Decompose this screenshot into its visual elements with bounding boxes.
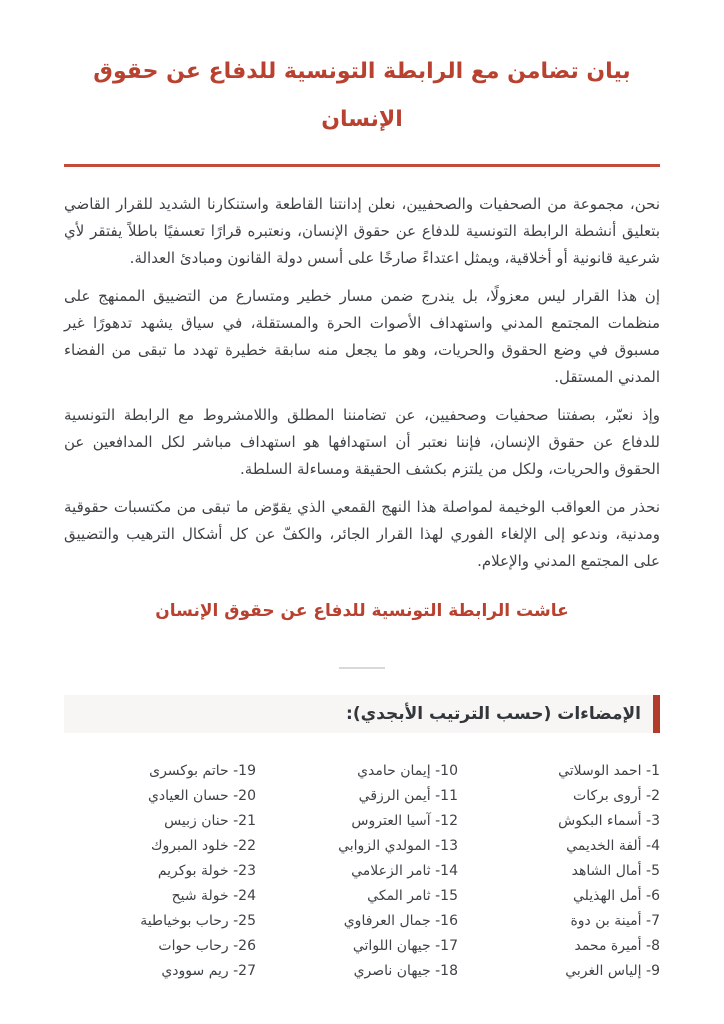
page-title: بيان تضامن مع الرابطة التونسية للدفاع عن حقوق الإنسان [93, 59, 631, 132]
document-page [64, 0, 660, 984]
statement-paragraph: نحن، مجموعة من الصحفيات والصحفيين، نعلن إدانتنا القاطعة واستنكارنا الشديد للقرار القاضي بتعليق أنشطة الرابطة التونسية للدفاع عن حقوق الإنسان، ونعتبره قرارًا تعسفيًا باطلاً يفتقر لأي شرعية قانونية أو أخلاقية، ويمثل اعتداءً صارخًا على أسس دولة القانون ومبادئ العدالة. [64, 194, 660, 267]
signatures-column-2 [266, 759, 458, 984]
signature-item: 7- أمينة بن دوة [570, 912, 660, 929]
signature-item: 2- أروى بركات [573, 787, 660, 804]
signatures-heading-label: الإمضاءات (حسب الترتيب الأبجدي): [346, 703, 641, 724]
section-divider [339, 667, 385, 669]
signature-item: 4- ألفة الخديمي [566, 837, 660, 854]
signature-item: 23- خولة بوكريم [157, 862, 256, 879]
signature-item: 21- حنان زبيس [164, 812, 256, 829]
signature-item: 13- المولدي الزوابي [338, 837, 458, 854]
signature-item: 11- أيمن الرزقي [358, 787, 458, 804]
signature-item: 5- أمال الشاهد [571, 862, 660, 879]
signature-item: 26- رحاب حوات [158, 937, 256, 954]
signatures-heading [64, 695, 660, 733]
signature-item: 15- ثامر المكي [367, 887, 458, 904]
signature-item: 18- جيهان ناصري [353, 962, 458, 979]
statement-body [64, 191, 660, 575]
signature-item: 16- جمال العرفاوي [343, 912, 458, 929]
signature-item: 27- ريم سوودي [161, 962, 256, 979]
signature-item: 9- إلياس الغربي [565, 962, 660, 979]
heading-accent-bar [653, 695, 660, 733]
signature-item: 1- احمد الوسلاتي [558, 762, 660, 779]
title-divider [64, 164, 660, 167]
statement-paragraph: نحذر من العواقب الوخيمة لمواصلة هذا النهج القمعي الذي يقوّض ما تبقى من مكتسبات حقوقية ومدنية، وندعو إلى الإلغاء الفوري لهذا القرار الجائر، والكفّ عن كل أشكال الترهيب والتضييق على المجتمع المدني والإعلام. [64, 497, 660, 570]
signature-item: 14- ثامر الزعلامي [351, 862, 458, 879]
signature-item: 8- أميرة محمد [574, 937, 660, 954]
signature-item: 19- حاتم بوكسرى [149, 762, 256, 779]
statement-paragraph: إن هذا القرار ليس معزولًا، بل يندرج ضمن مسار خطير ومتسارع من التضييق الممنهج على منظمات المجتمع المدني واستهداف الأصوات الحرة والمستقلة، في سياق يشهد تدهورًا غير مسبوق في وضع الحقوق والحريات، وهو ما يجعل منه سابقة خطيرة تهدد ما تبقى من الفضاء المدني المستقل. [64, 286, 660, 386]
signatures-column-1 [468, 759, 660, 984]
signature-item: 24- خولة شيح [171, 887, 256, 904]
signatures-column-3 [64, 759, 256, 984]
signature-item: 20- حسان العيادي [147, 787, 256, 804]
signature-item: 6- أمل الهذيلي [572, 887, 660, 904]
signature-item: 10- إيمان حامدي [357, 762, 458, 779]
statement-paragraph: وإذ نعبّر، بصفتنا صحفيات وصحفيين، عن تضامننا المطلق واللامشروط مع الرابطة التونسية للدفاع عن حقوق الإنسان، فإننا نعتبر أن استهدافها هو استهداف مباشر لكل المدافعين عن الحقوق والحريات، ولكل من يلتزم بكشف الحقيقة ومساءلة السلطة. [64, 405, 660, 478]
signature-item: 12- آسيا العتروس [351, 812, 458, 829]
signature-item: 17- جيهان اللواتي [352, 937, 458, 954]
signature-item: 22- خلود المبروك [150, 837, 256, 854]
signature-item: 25- رحاب بوخياطية [140, 912, 256, 929]
signature-item: 3- أسماء البكوش [558, 812, 660, 829]
solidarity-slogan: عاشت الرابطة التونسية للدفاع عن حقوق الإنسان [155, 600, 569, 621]
signatures-list [64, 759, 660, 984]
